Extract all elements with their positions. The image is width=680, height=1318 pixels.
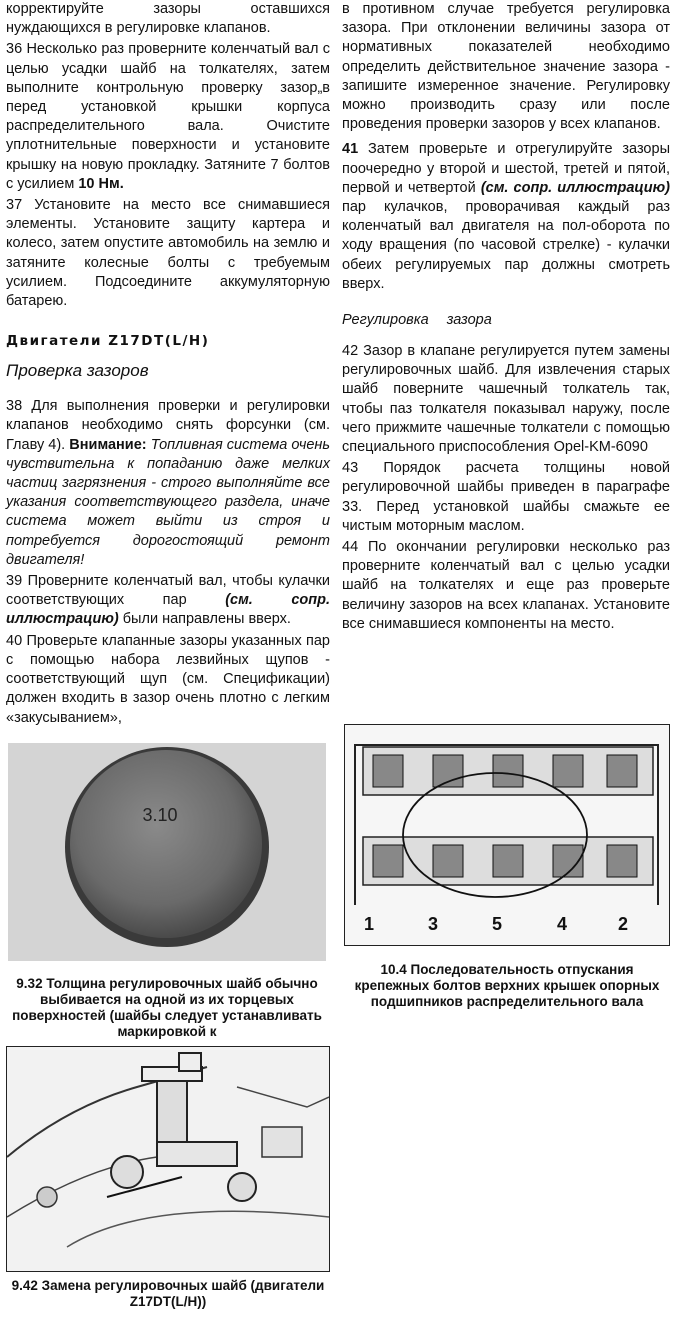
paragraph-number: 43 (342, 460, 359, 477)
paragraph-text: Порядок расчета толщины новой регулировочной шайбы приведен в параграфе 33. Перед установкой шайбы смажьте ее чистым моторным маслом. (342, 460, 670, 534)
paragraph-number: 44 (342, 539, 359, 556)
paragraph-41 (342, 140, 670, 294)
label-5: 5 (491, 914, 503, 934)
right-column (342, 0, 670, 636)
paragraph-43 (342, 459, 670, 536)
paragraph-number: 42 (342, 343, 359, 360)
paragraph-40-tail: в противном случае требуется регулировка зазора. При отклонении величины зазора от нормативных показателей необходимо определить действительное значение зазора - запишите измеренное значение. Регулировку можно производить сразу или после проведения проверки зазоров у всех клапанов. (342, 1, 670, 133)
bearing-caps-illustration (345, 725, 668, 944)
paragraph-text: Проверните коленчатый вал, чтобы кулачки соответствующих пар (6, 573, 330, 609)
label-2: 2 (617, 914, 629, 934)
paragraph-text: пар кулачков, проворачивая каждый раз коленчатый вал двигателя на пол-оборота по ходу вращения (по часовой стрелке) - кулачки обеих регулируемых пар должны смотреть вверх. (342, 199, 670, 292)
paragraph-44 (342, 538, 670, 634)
figure-caption-10-4: 10.4 Последовательность отпускания крепежных болтов верхних крышек опорных подшипников распределительного вала (354, 962, 660, 1009)
paragraph-number: 38 (6, 398, 23, 415)
valve-tool-illustration (7, 1047, 329, 1271)
paragraph-number: 39 (6, 573, 23, 590)
subsection-title: Регулировка зазора (342, 312, 492, 329)
camshaft-diagram (344, 724, 670, 946)
paragraph-38 (6, 397, 330, 570)
paragraph-42 (342, 342, 670, 457)
paragraph-text: были направлены вверх. (122, 611, 291, 628)
paragraph-text: Для выполнения проверки и регулировки клапанов необходимо снять форсунки (см. Главу 4). (6, 398, 330, 453)
paragraph-text: Проверьте клапанные зазоры указанных пар с помощью набора лезвийных щупов - соответствующий щуп (см. Спецификации) должен входить в зазор очень плотно с легким «закусыванием», (6, 632, 330, 726)
subsection-title: Проверка зазоров (6, 361, 149, 381)
label-1: 1 (363, 914, 375, 934)
paragraph-39 (6, 572, 330, 630)
figure-caption-9-42: 9.42 Замена регулировочных шайб (двигатели Z17DT(L/H)) (11, 1278, 325, 1309)
paragraph-35-tail: корректируйте зазоры оставшихся нуждающихся в регулировке клапанов. (6, 1, 330, 37)
paragraph-36 (6, 40, 330, 194)
label-4: 4 (556, 914, 568, 934)
paragraph-40 (6, 632, 330, 728)
paragraph-37 (6, 196, 330, 311)
paragraph-text: Зазор в клапане регулируется путем замены регулировочных шайб. Для извлечения старых шайб поверните чашечный толкатель так, чтобы паз толкателя показывал наружу, после чего прижмите чашечные толкатели с помощью специального приспособления Opel-KM-6090 (342, 343, 670, 456)
figure-caption-9-32: 9.32 Толщина регулировочных шайб обычно выбивается на одной из их торцевых поверхностей (шайбы следует устанавливать маркировкой к (12, 976, 322, 1039)
torque-value: 10 Нм. (78, 175, 124, 192)
paragraph-text: Установите на место все снимавшиеся элементы. Установите защиту картера и колесо, затем опустите автомобиль на землю и затяните колесные болты с требуемым усилием. Подсоедините аккумуляторную батарею. (6, 197, 331, 310)
paragraph-text: Несколько раз проверните коленчатый вал с целью усадки шайб на толкателях, затем выполните контрольную проверку зазор„в перед установкой крышки корпуса распределительного вала. Очистите уплотнительные поверхности и установите крышку на новую прокладку. Затяните 7 болтов с усилием (6, 41, 330, 192)
left-column (6, 0, 330, 730)
illustration-ref: (см. сопр. иллюстрацию) (480, 179, 670, 196)
shim-marking: 3.10 (142, 805, 178, 825)
paragraph-number: 36 (6, 41, 23, 58)
shim-illustration (8, 743, 326, 961)
label-3: 3 (427, 914, 439, 934)
tool-drawing (6, 1046, 330, 1272)
shim-photo (8, 743, 326, 961)
illustration-ref: (см. сопр. иллюстрацию) (6, 592, 331, 628)
warning-text: Топливная система очень чувствительна к попаданию даже мелких частиц загрязнения - строго выполняйте все указания соответствующего раздела, иначе система может выйти из строя и потребуется дорогостоящий ремонт двигателя! (6, 436, 331, 568)
paragraph-number: 41 (342, 141, 359, 158)
warning-label: Внимание: (69, 436, 147, 453)
paragraph-number: 37 (6, 197, 23, 214)
paragraph-number: 40 (6, 632, 23, 649)
section-title: Двигатели Z17DT(L/H) (6, 333, 210, 350)
paragraph-text: Затем проверьте и отрегулируйте зазоры поочередно у второй и шестой, третей и пятой, первой и четвертой (342, 141, 670, 196)
paragraph-text: По окончании регулировки несколько раз проверните коленчатый вал с целью усадки шайб на толкателях и еще раз проверьте величину зазоров на всех клапанах. Установите все снимавшиеся компоненты на место. (342, 539, 671, 632)
